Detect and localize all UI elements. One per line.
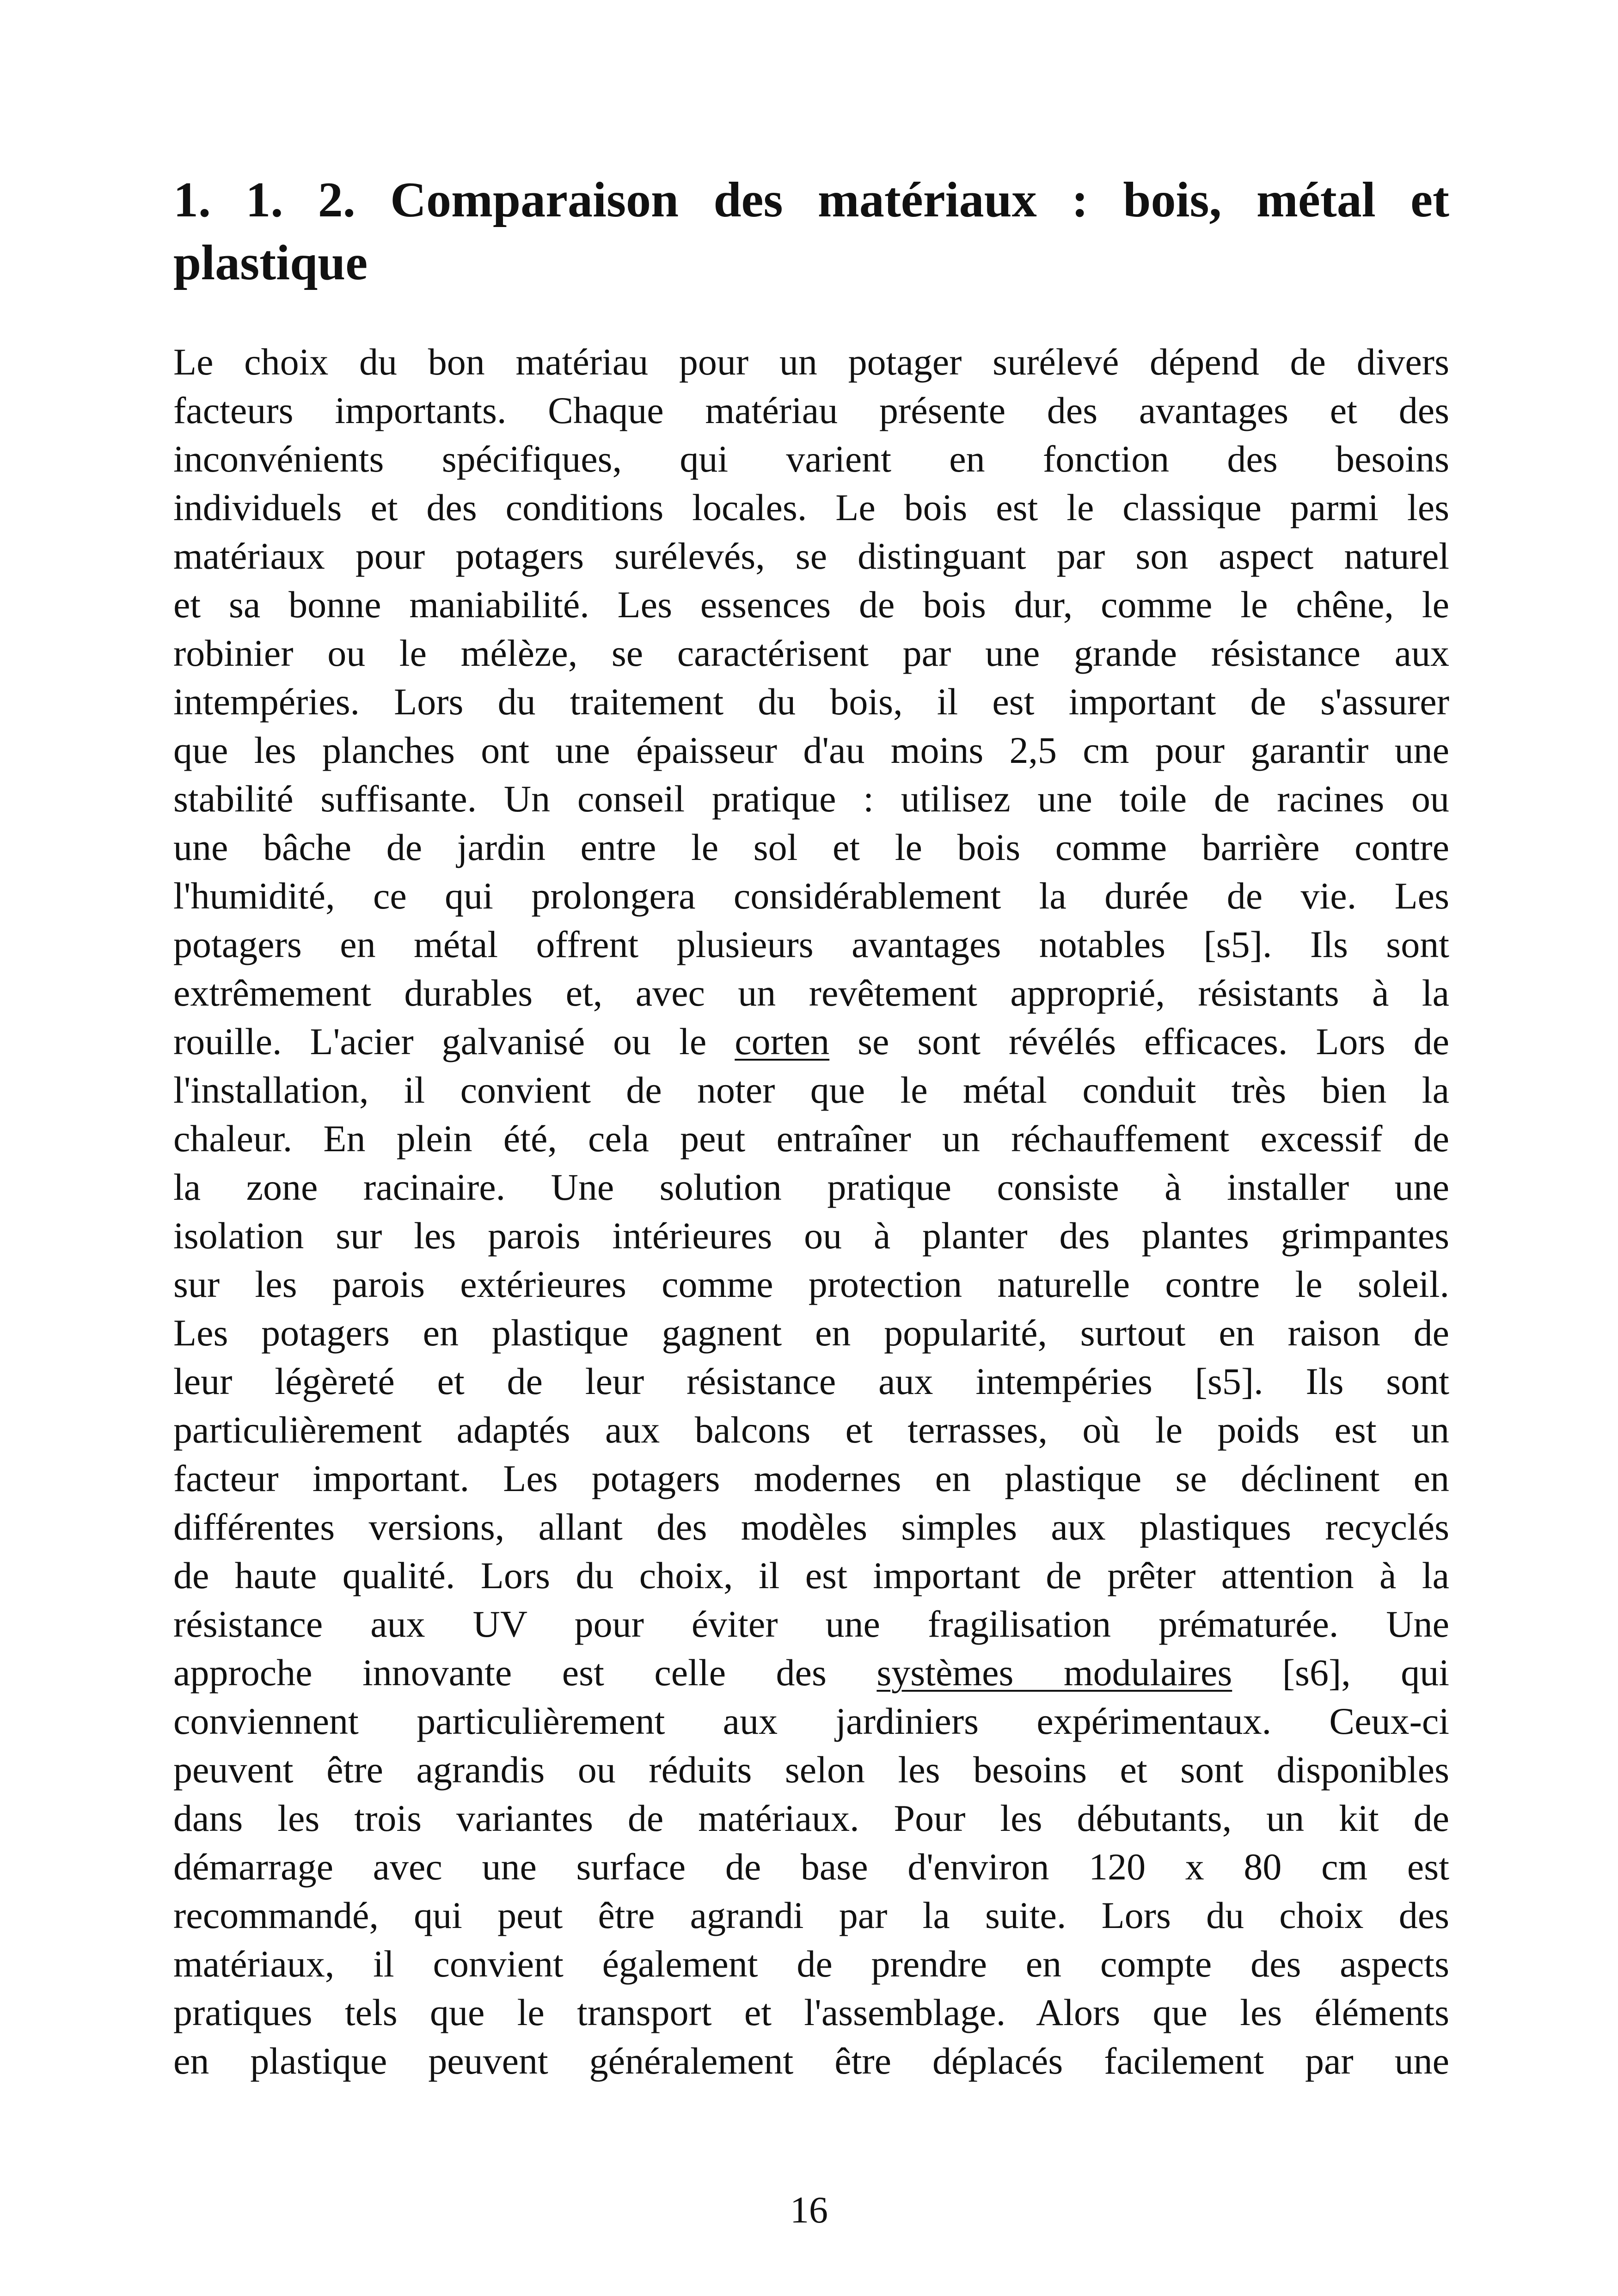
text-line: sur les parois extérieures comme protection naturelle contre le soleil. (173, 1263, 1449, 1305)
text-line: l'humidité, ce qui prolongera considérablement la durée de vie. Les (173, 875, 1449, 917)
text-line: pratiques tels que le transport et l'assemblage. Alors que les éléments (173, 1991, 1449, 2033)
text-line: individuels et des conditions locales. Le bois est le classique parmi les (173, 486, 1449, 528)
text-line: différentes versions, allant des modèles simples aux plastiques recyclés (173, 1506, 1449, 1548)
text-segment: se sont révélés efficaces. Lors de (829, 1020, 1449, 1062)
text-line: démarrage avec une surface de base d'environ 120 x 80 cm est (173, 1846, 1449, 1888)
text-line: matériaux, il convient également de prendre en compte des aspects (173, 1943, 1449, 1985)
text-line: facteur important. Les potagers modernes en plastique se déclinent en (173, 1457, 1449, 1499)
text-line: peuvent être agrandis ou réduits selon les besoins et sont disponibles (173, 1749, 1449, 1791)
text-segment: [s6], qui (1232, 1651, 1450, 1694)
text-line: une bâche de jardin entre le sol et le bois comme barrière contre (173, 826, 1449, 868)
section-heading (173, 169, 1449, 295)
text-line: potagers en métal offrent plusieurs avantages notables [s5]. Ils sont (173, 923, 1449, 965)
text-line-with-link (173, 1648, 1449, 1697)
text-line: particulièrement adaptés aux balcons et terrasses, où le poids est un (173, 1409, 1449, 1451)
text-line: dans les trois variantes de matériaux. Pour les débutants, un kit de (173, 1797, 1449, 1839)
text-line: Le choix du bon matériau pour un potager surélevé dépend de divers (173, 341, 1449, 383)
text-line-with-link (173, 1017, 1449, 1066)
page-number: 16 (790, 2189, 828, 2231)
heading-line: 1. 1. 2. Comparaison des matériaux : bois, métal et (173, 172, 1449, 227)
text-line: l'installation, il convient de noter que le métal conduit très bien la (173, 1069, 1449, 1111)
text-segment: rouille. L'acier galvanisé ou le (173, 1020, 735, 1062)
text-line: Les potagers en plastique gagnent en popularité, surtout en raison de (173, 1312, 1449, 1354)
text-line: chaleur. En plein été, cela peut entraîner un réchauffement excessif de (173, 1117, 1449, 1160)
text-line: la zone racinaire. Une solution pratique consiste à installer une (173, 1166, 1449, 1208)
text-line: de haute qualité. Lors du choix, il est important de prêter attention à la (173, 1554, 1449, 1596)
text-line: isolation sur les parois intérieures ou à planter des plantes grimpantes (173, 1215, 1449, 1257)
modular-systems-link[interactable]: systèmes modulaires (876, 1651, 1232, 1694)
text-line: que les planches ont une épaisseur d'au moins 2,5 cm pour garantir une (173, 729, 1449, 771)
text-line: conviennent particulièrement aux jardiniers expérimentaux. Ceux-ci (173, 1700, 1449, 1742)
text-line: leur légèreté et de leur résistance aux intempéries [s5]. Ils sont (173, 1360, 1449, 1402)
text-line: intempéries. Lors du traitement du bois, il est important de s'assurer (173, 681, 1449, 723)
heading-line: plastique (173, 235, 368, 290)
text-line: recommandé, qui peut être agrandi par la suite. Lors du choix des (173, 1894, 1449, 1936)
text-line: et sa bonne maniabilité. Les essences de bois dur, comme le chêne, le (173, 583, 1449, 626)
text-line: extrêmement durables et, avec un revêtement approprié, résistants à la (173, 972, 1449, 1014)
text-line: résistance aux UV pour éviter une fragilisation prématurée. Une (173, 1603, 1449, 1645)
text-line: inconvénients spécifiques, qui varient en fonction des besoins (173, 438, 1449, 480)
text-line: matériaux pour potagers surélevés, se distinguant par son aspect naturel (173, 535, 1449, 577)
text-line: en plastique peuvent généralement être déplacés facilement par une (173, 2040, 1449, 2082)
corten-link[interactable]: corten (735, 1020, 830, 1062)
text-line: facteurs importants. Chaque matériau présente des avantages et des (173, 389, 1449, 431)
body-paragraph (173, 338, 1449, 2085)
text-segment: approche innovante est celle des (173, 1651, 877, 1694)
text-line: stabilité suffisante. Un conseil pratique : utilisez une toile de racines ou (173, 778, 1449, 820)
text-line: robinier ou le mélèze, se caractérisent par une grande résistance aux (173, 632, 1449, 674)
